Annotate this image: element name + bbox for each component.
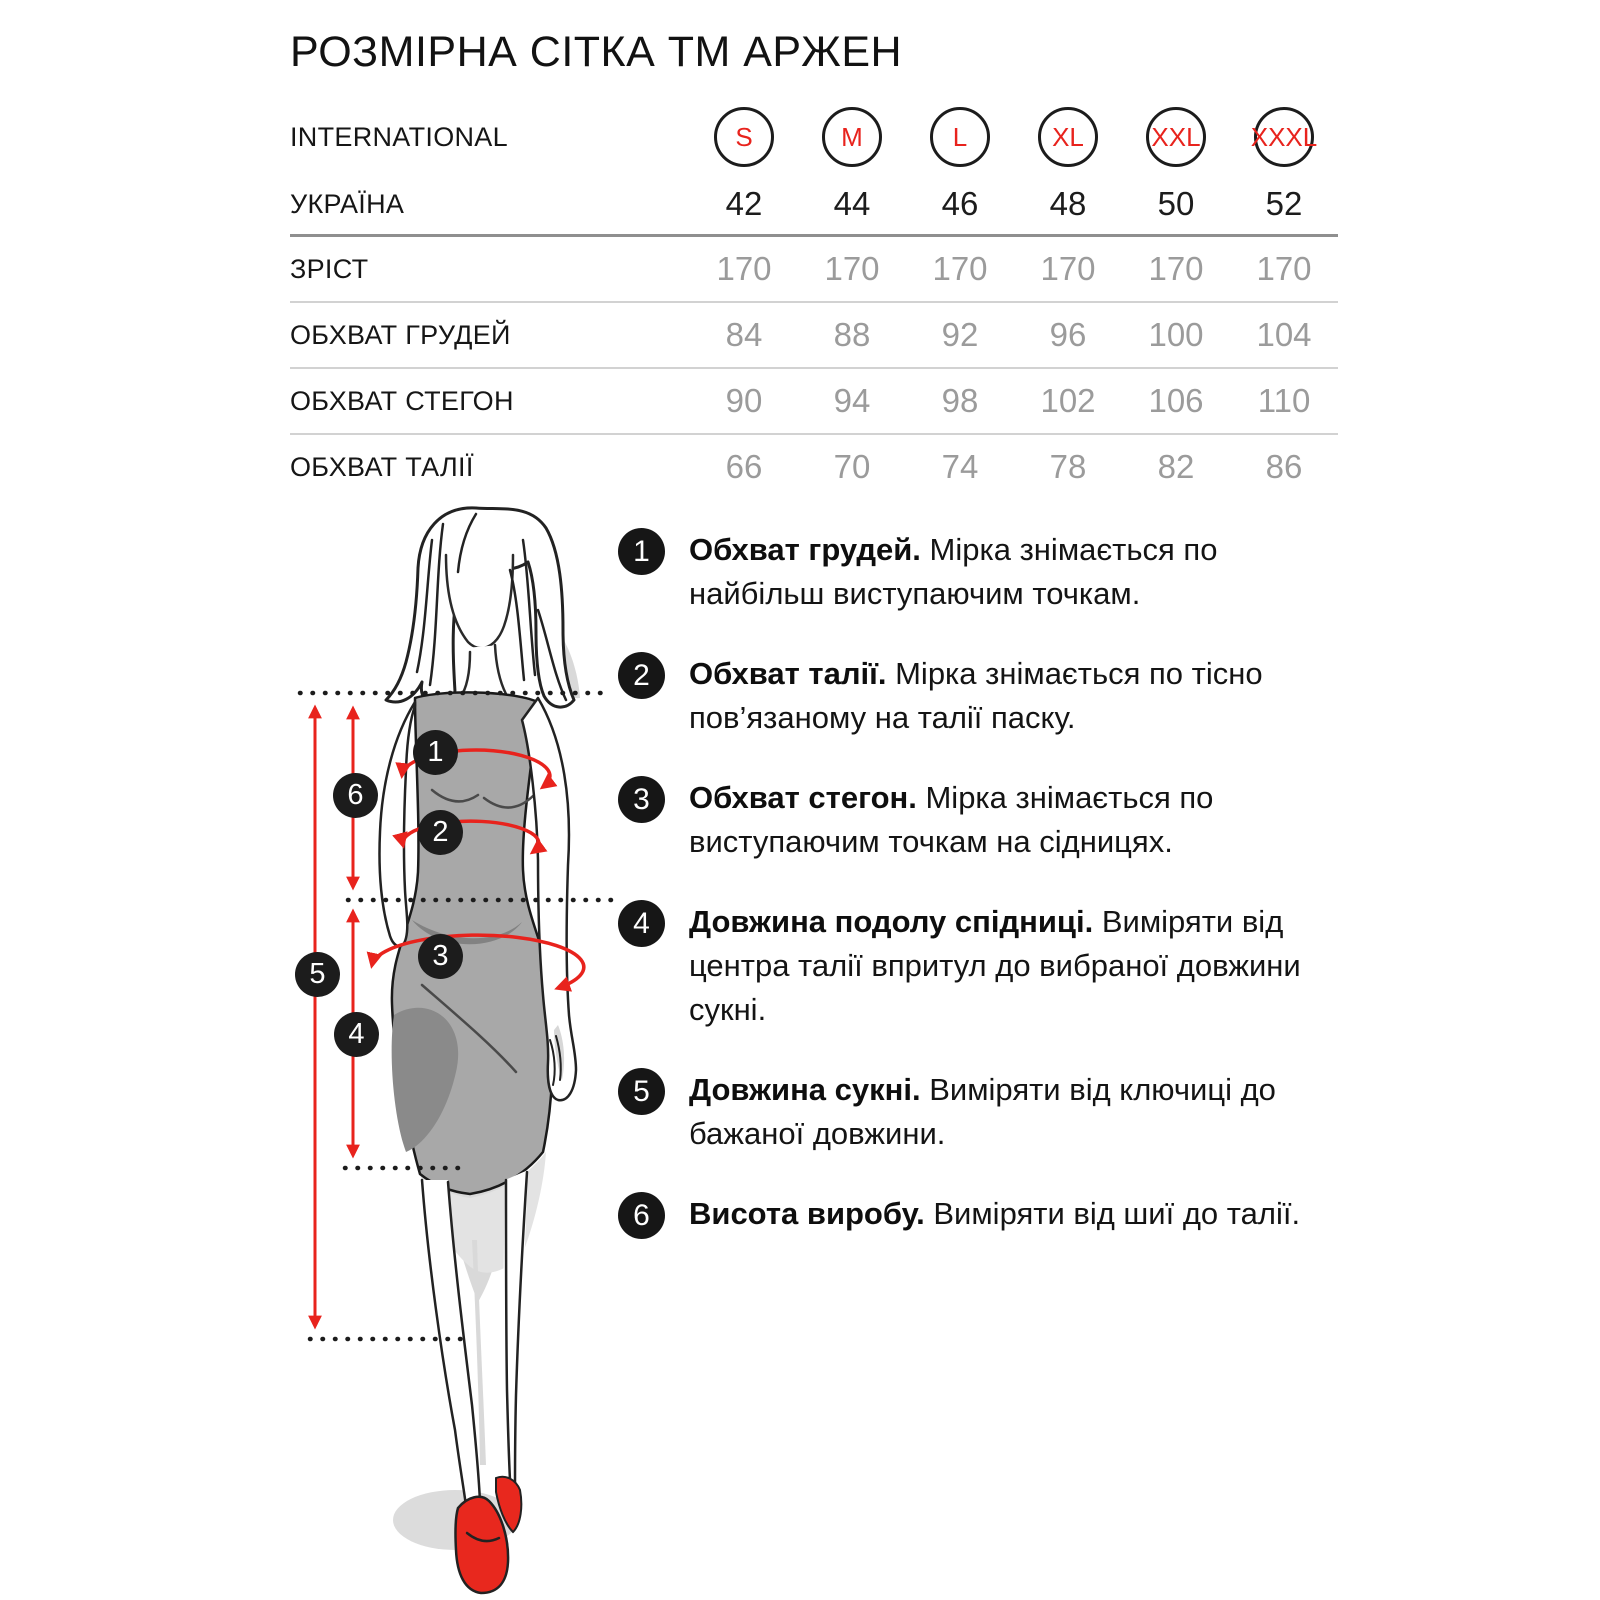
table-cell: 100 [1148,316,1204,353]
legend-number-badge: 3 [618,776,665,823]
row-label: ЗРІСТ [290,253,369,284]
table-cell: 170 [716,250,772,287]
legend-number-badge: 4 [618,900,665,947]
row-label: ОБХВАТ СТЕГОН [290,385,514,416]
legend-text [689,528,1334,616]
table-cell: 170 [1256,250,1312,287]
legend-text [689,776,1334,864]
legend-item-5 [618,1068,1378,1156]
table-cell: 84 [725,316,763,353]
legend-desc: Виміряти від ключиці до бажаної довжини. [689,1072,1276,1151]
table-cell: 82 [1157,448,1195,485]
ukraine-size: 48 [1049,185,1087,222]
legend-desc: Мірка знімається по найбільш виступаючим точкам. [689,532,1218,611]
row-ukraine [290,174,1338,234]
size-letter: S [735,121,753,152]
size-letter: M [841,121,863,152]
legend-number-badge: 5 [618,1068,665,1115]
table-cell: 90 [725,382,763,419]
table-cell: 92 [941,316,979,353]
table-cell: 170 [824,250,880,287]
table-cell: 74 [941,448,979,485]
ukraine-size: 52 [1265,185,1303,222]
figure-marker-1: 1 [413,730,458,775]
woman-sketch [270,480,630,1600]
table-cell: 86 [1265,448,1303,485]
table-row-height [290,237,1338,301]
legend-text [689,1068,1334,1156]
left-arm [379,702,415,946]
legend-term: Висота виробу. [689,1196,925,1231]
table-cell: 78 [1049,448,1087,485]
legend-number-badge: 2 [618,652,665,699]
table-cell: 170 [1040,250,1096,287]
ukraine-size: 42 [725,185,763,222]
table-cell: 110 [1257,382,1311,419]
table-row-hips [290,369,1338,433]
size-badge-m [822,107,882,167]
table-cell: 94 [833,382,871,419]
table-cell: 96 [1049,316,1087,353]
page-title: РОЗМІРНА СІТКА ТМ АРЖЕН [290,28,903,76]
table-cell: 70 [833,448,871,485]
legend-desc: Мірка знімається по тісно пов’язаному на талії паску. [689,656,1263,735]
table-cell: 106 [1148,382,1204,419]
legend-term: Довжина сукні. [689,1072,921,1107]
measurement-figure [270,480,630,1600]
ukraine-label: УКРАЇНА [290,188,405,219]
figure-marker-2: 2 [418,810,463,855]
legend-text [689,900,1334,1032]
legend-item-1 [618,528,1378,616]
ukraine-size: 46 [941,185,979,222]
legend-desc: Виміряти від центра талії впритул до вибраної довжини сукні. [689,904,1301,1027]
size-letter: L [952,121,968,152]
table-cell: 66 [725,448,763,485]
size-letter: XL [1052,121,1084,152]
legend-desc: Мірка знімається по виступаючим точкам на сідницях. [689,780,1214,859]
table-row-bust [290,303,1338,367]
size-table [290,100,1338,499]
legend-number-badge: 1 [618,528,665,575]
table-cell: 170 [932,250,988,287]
figure-marker-6: 6 [333,773,378,818]
table-cell: 88 [833,316,871,353]
size-badge-s [714,107,774,167]
legend-term: Довжина подолу спідниці. [689,904,1094,939]
table-cell: 104 [1256,316,1312,353]
legend-item-3 [618,776,1378,864]
row-international [290,100,1338,174]
size-badge-l [930,107,990,167]
size-letter: XXL [1151,121,1201,152]
size-badge-xl [1038,107,1098,167]
table-cell: 102 [1040,382,1096,419]
table-cell: 170 [1148,250,1204,287]
size-letter: XXXL [1250,121,1318,152]
legend-item-2 [618,652,1378,740]
size-badge-xxxl [1250,107,1318,167]
row-label: ОБХВАТ ТАЛІЇ [290,451,474,482]
legend-number-badge: 6 [618,1192,665,1239]
legend-item-6 [618,1192,1378,1239]
legend-text [689,652,1334,740]
legend-term: Обхват стегон. [689,780,917,815]
legend-desc: Виміряти від шиї до талії. [933,1196,1301,1231]
measurement-legend [618,528,1378,1275]
figure-marker-4: 4 [334,1012,379,1057]
ukraine-size: 50 [1157,185,1195,222]
legend-text [689,1192,1334,1239]
figure-marker-3: 3 [418,934,463,979]
size-badge-xxl [1146,107,1206,167]
table-cell: 98 [941,382,979,419]
legend-term: Обхват талії. [689,656,887,691]
row-label: ОБХВАТ ГРУДЕЙ [290,319,511,350]
figure-marker-5: 5 [295,952,340,997]
ukraine-size: 44 [833,185,871,222]
face-outline [446,555,513,648]
international-label: INTERNATIONAL [290,121,508,152]
legend-term: Обхват грудей. [689,532,921,567]
legend-item-4 [618,900,1378,1032]
